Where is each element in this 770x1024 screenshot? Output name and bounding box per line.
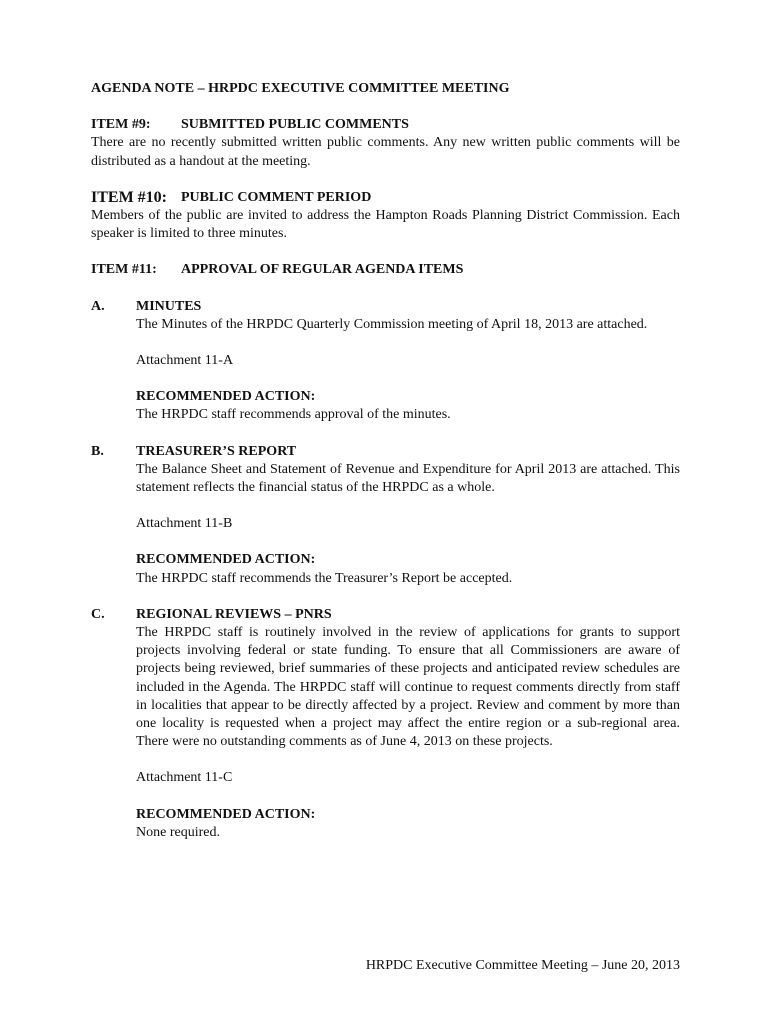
section-c-heading: REGIONAL REVIEWS – PNRS — [136, 606, 332, 622]
section-b-action-label: RECOMMENDED ACTION: — [136, 552, 316, 568]
section-a — [91, 298, 680, 425]
page-footer: HRPDC Executive Committee Meeting – June 20, 2013 — [365, 958, 680, 973]
section-a-text: The Minutes of the HRPDC Quarterly Commission meeting of April 18, 2013 are attached. — [136, 316, 648, 332]
section-b-letter: B. — [91, 443, 104, 459]
section-a-action-text: The HRPDC staff recommends approval of the minutes. — [136, 407, 451, 423]
section-c-attachment: Attachment 11-C — [136, 770, 233, 786]
item-9-number: ITEM #9: — [91, 117, 151, 133]
item-11-heading: APPROVAL OF REGULAR AGENDA ITEMS — [181, 262, 464, 278]
section-a-letter: A. — [91, 298, 105, 314]
item-9 — [91, 116, 680, 171]
item-9-text: There are no recently submitted written public comments. Any new written public comments will be distributed as a handout at the meeting. — [91, 135, 680, 169]
document-page — [91, 80, 680, 842]
item-10-heading: PUBLIC COMMENT PERIOD — [181, 189, 372, 205]
section-b-action-text: The HRPDC staff recommends the Treasurer’s Report be accepted. — [136, 570, 513, 586]
section-a-action-label: RECOMMENDED ACTION: — [136, 389, 316, 405]
section-b — [91, 443, 680, 588]
section-b-attachment: Attachment 11-B — [136, 516, 233, 532]
section-c-action-text: None required. — [136, 824, 220, 840]
item-11-header — [91, 261, 680, 279]
section-c — [91, 606, 680, 842]
section-b-text: The Balance Sheet and Statement of Revenue and Expenditure for April 2013 are attached. This statement reflects the financial status of the HRPDC as a whole. — [136, 461, 680, 496]
item-10-header — [91, 189, 680, 207]
section-b-heading: TREASURER’S REPORT — [136, 443, 297, 459]
item-9-heading: SUBMITTED PUBLIC COMMENTS — [181, 117, 409, 133]
section-c-text: The HRPDC staff is routinely involved in the review of applications for grants to support projects involving federal or state funding. To ensure that all Commissioners are aware of projects being reviewed, brief summaries of these projects and anticipated review schedules are included in the Agenda. The HRPDC staff will continue to request comments directly from staff in localities that appear to be directly affected by a project. Review and comment by more than one locality is requested when a project may affect the entire region or a sub-regional area. There were no outstanding comments as of June 4, 2013 on these projects. — [136, 625, 680, 750]
page-title: AGENDA NOTE – HRPDC EXECUTIVE COMMITTEE MEETING — [91, 81, 510, 96]
item-10 — [91, 189, 680, 244]
item-11-number: ITEM #11: — [91, 262, 157, 278]
section-a-attachment: Attachment 11-A — [136, 353, 234, 369]
item-9-header — [91, 116, 680, 134]
item-10-text: Members of the public are invited to address the Hampton Roads Planning District Commission. Each speaker is limited to three minutes. — [91, 208, 680, 242]
section-c-action-label: RECOMMENDED ACTION: — [136, 806, 316, 822]
item-10-number: ITEM #10: — [91, 188, 167, 206]
section-c-letter: C. — [91, 606, 105, 622]
section-a-heading: MINUTES — [136, 298, 202, 314]
